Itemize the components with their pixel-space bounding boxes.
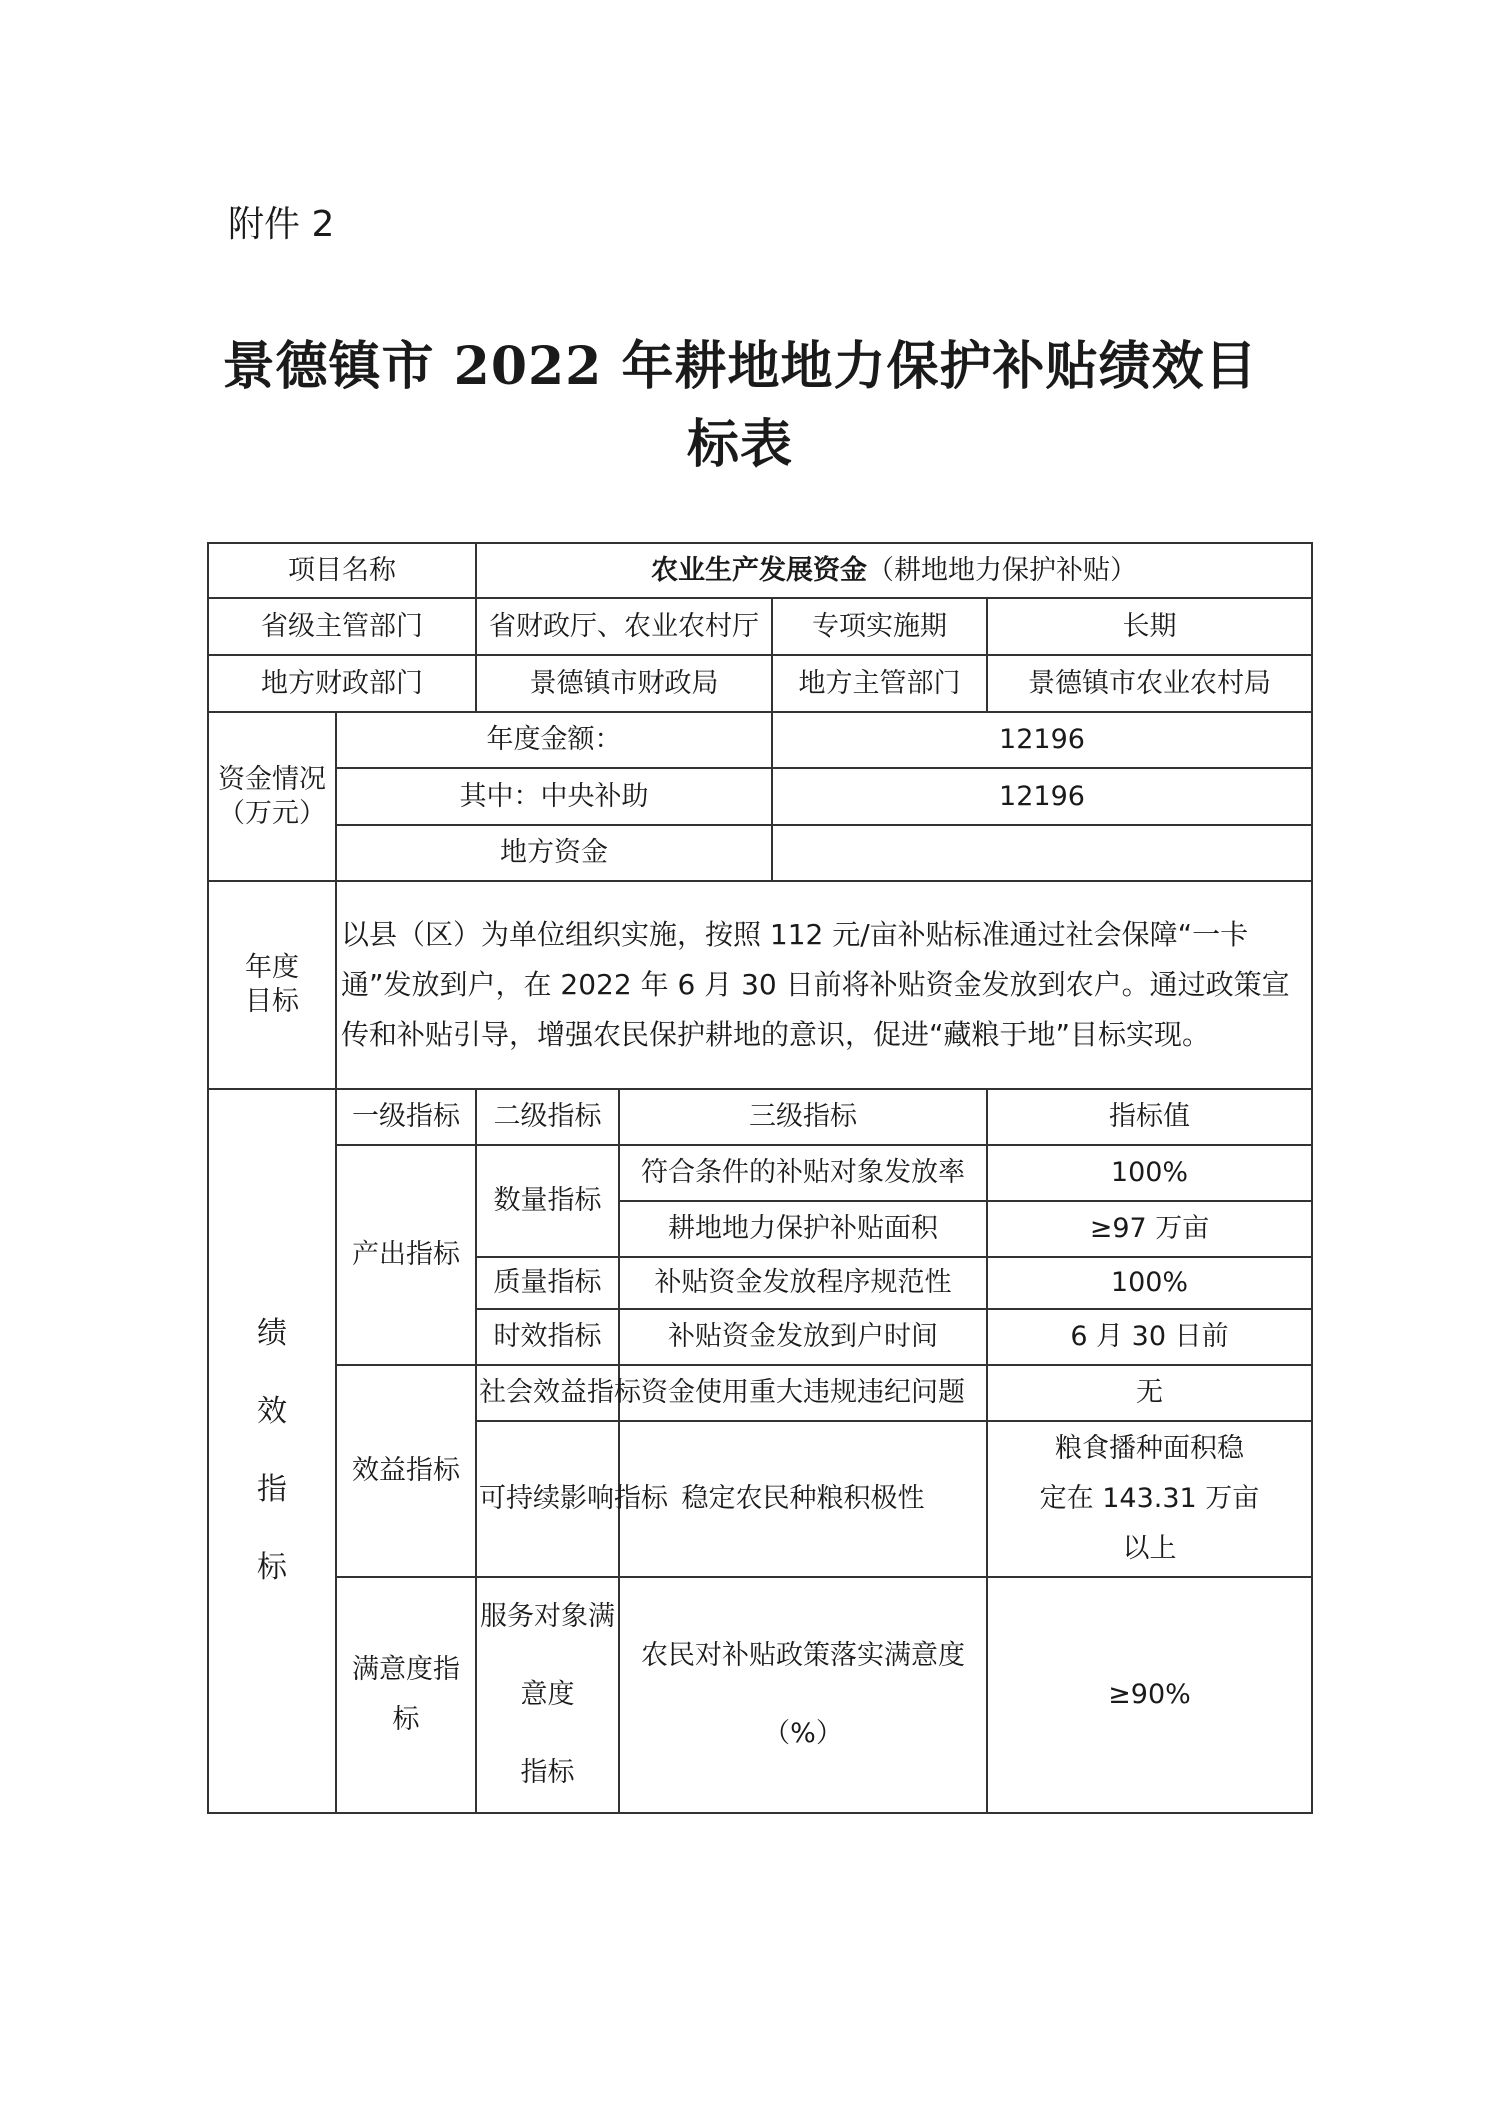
performance-target-table	[207, 542, 1313, 1814]
sustain-value-line3: 以上	[1122, 1533, 1177, 1564]
table-row	[208, 1577, 1312, 1813]
quantity-row1-name: 符合条件的补贴对象发放率	[619, 1145, 987, 1201]
satisfaction-label-line2: 标	[392, 1704, 420, 1735]
table-row	[208, 543, 1312, 598]
annual-goal-label-line2: 目标	[245, 986, 299, 1017]
satisfaction-indicator-label	[336, 1577, 476, 1813]
annual-amount-label: 年度金额：	[336, 712, 772, 768]
period-label: 专项实施期	[772, 598, 987, 655]
local-funds-label: 地方资金	[336, 825, 772, 881]
attachment-label: 附件 2	[228, 204, 335, 245]
title-line-1: 景德镇市 2022 年耕地地力保护补贴绩效目	[222, 336, 1258, 397]
sustain-indicator-label: 可持续影响指标	[476, 1421, 619, 1577]
funds-label-line2: （万元）	[218, 797, 326, 829]
quantity-row1-value: 100%	[987, 1145, 1312, 1201]
sustain-value-line2: 定在 143.31 万亩	[1039, 1483, 1260, 1514]
table-row	[208, 598, 1312, 655]
quantity-indicator-label: 数量指标	[476, 1145, 619, 1257]
annual-amount-value: 12196	[772, 712, 1312, 768]
service-label-line1: 服务对象满意度	[480, 1601, 615, 1710]
quality-value: 100%	[987, 1257, 1312, 1309]
header-level3: 三级指标	[619, 1089, 987, 1145]
annual-goal-text: 以县（区）为单位组织实施，按照 112 元/亩补贴标准通过社会保障“一卡通”发放到户，在 2022 年 6 月 30 日前将补贴资金发放到农户。通过政策宣传和补贴引导，增强农民保护耕地的意识，促进“藏粮于地”目标实现。	[336, 881, 1312, 1089]
sustain-value	[987, 1421, 1312, 1577]
farmer-satisfaction-value: ≥90%	[987, 1577, 1312, 1813]
timeliness-indicator-label: 时效指标	[476, 1309, 619, 1365]
document-title	[200, 328, 1280, 484]
period-value: 长期	[987, 598, 1312, 655]
quantity-row2-value: ≥97 万亩	[987, 1201, 1312, 1257]
annual-goal-label-line1: 年度	[245, 952, 299, 984]
project-name-label: 项目名称	[208, 543, 476, 598]
output-indicator-label: 产出指标	[336, 1145, 476, 1365]
project-name-value	[476, 543, 1312, 598]
title-line-2: 标表	[686, 414, 793, 475]
table-row	[208, 768, 1312, 825]
timeliness-value: 6 月 30 日前	[987, 1309, 1312, 1365]
section-char: 标	[257, 1550, 287, 1585]
funds-label	[208, 712, 336, 881]
social-value: 无	[987, 1365, 1312, 1421]
benefit-indicator-label: 效益指标	[336, 1365, 476, 1577]
table-row	[208, 881, 1312, 1089]
social-name: 资金使用重大违规违纪问题	[619, 1365, 987, 1421]
table-row	[208, 655, 1312, 712]
timeliness-name: 补贴资金发放到户时间	[619, 1309, 987, 1365]
central-subsidy-label: 其中：中央补助	[336, 768, 772, 825]
quality-indicator-label: 质量指标	[476, 1257, 619, 1309]
annual-goal-label	[208, 881, 336, 1089]
farmer-satisfaction-name	[619, 1577, 987, 1813]
social-indicator-label: 社会效益指标	[476, 1365, 619, 1421]
table-row	[208, 1145, 1312, 1201]
header-level1: 一级指标	[336, 1089, 476, 1145]
table-row	[208, 1365, 1312, 1421]
funds-label-line1: 资金情况	[218, 763, 326, 795]
provincial-dept-value: 省财政厅、农业农村厅	[476, 598, 772, 655]
satisfaction-label-line1: 满意度指	[352, 1654, 460, 1685]
project-name-bold: 农业生产发展资金	[651, 554, 867, 586]
local-dept-label: 地方主管部门	[772, 655, 987, 712]
performance-indicator-label	[208, 1089, 336, 1813]
table-row	[208, 825, 1312, 881]
local-finance-label: 地方财政部门	[208, 655, 476, 712]
section-char: 效	[257, 1394, 287, 1429]
header-level2: 二级指标	[476, 1089, 619, 1145]
farmer-name-line2: （%）	[763, 1718, 843, 1749]
table-row	[208, 712, 1312, 768]
central-subsidy-value: 12196	[772, 768, 1312, 825]
quality-name: 补贴资金发放程序规范性	[619, 1257, 987, 1309]
table-row	[208, 1089, 1312, 1145]
provincial-dept-label: 省级主管部门	[208, 598, 476, 655]
local-dept-value: 景德镇市农业农村局	[987, 655, 1312, 712]
quantity-row2-name: 耕地地力保护补贴面积	[619, 1201, 987, 1257]
service-indicator-label	[476, 1577, 619, 1813]
section-char: 指	[257, 1472, 287, 1507]
header-value: 指标值	[987, 1089, 1312, 1145]
section-char: 绩	[257, 1316, 287, 1351]
farmer-name-line1: 农民对补贴政策落实满意度	[641, 1640, 965, 1671]
sustain-value-line1: 粮食播种面积稳	[1055, 1433, 1244, 1464]
project-name-suffix: （耕地地力保护补贴）	[867, 554, 1137, 586]
local-finance-value: 景德镇市财政局	[476, 655, 772, 712]
service-label-line2: 指标	[520, 1757, 575, 1788]
local-funds-value	[772, 825, 1312, 881]
sustain-name: 稳定农民种粮积极性	[619, 1421, 987, 1577]
